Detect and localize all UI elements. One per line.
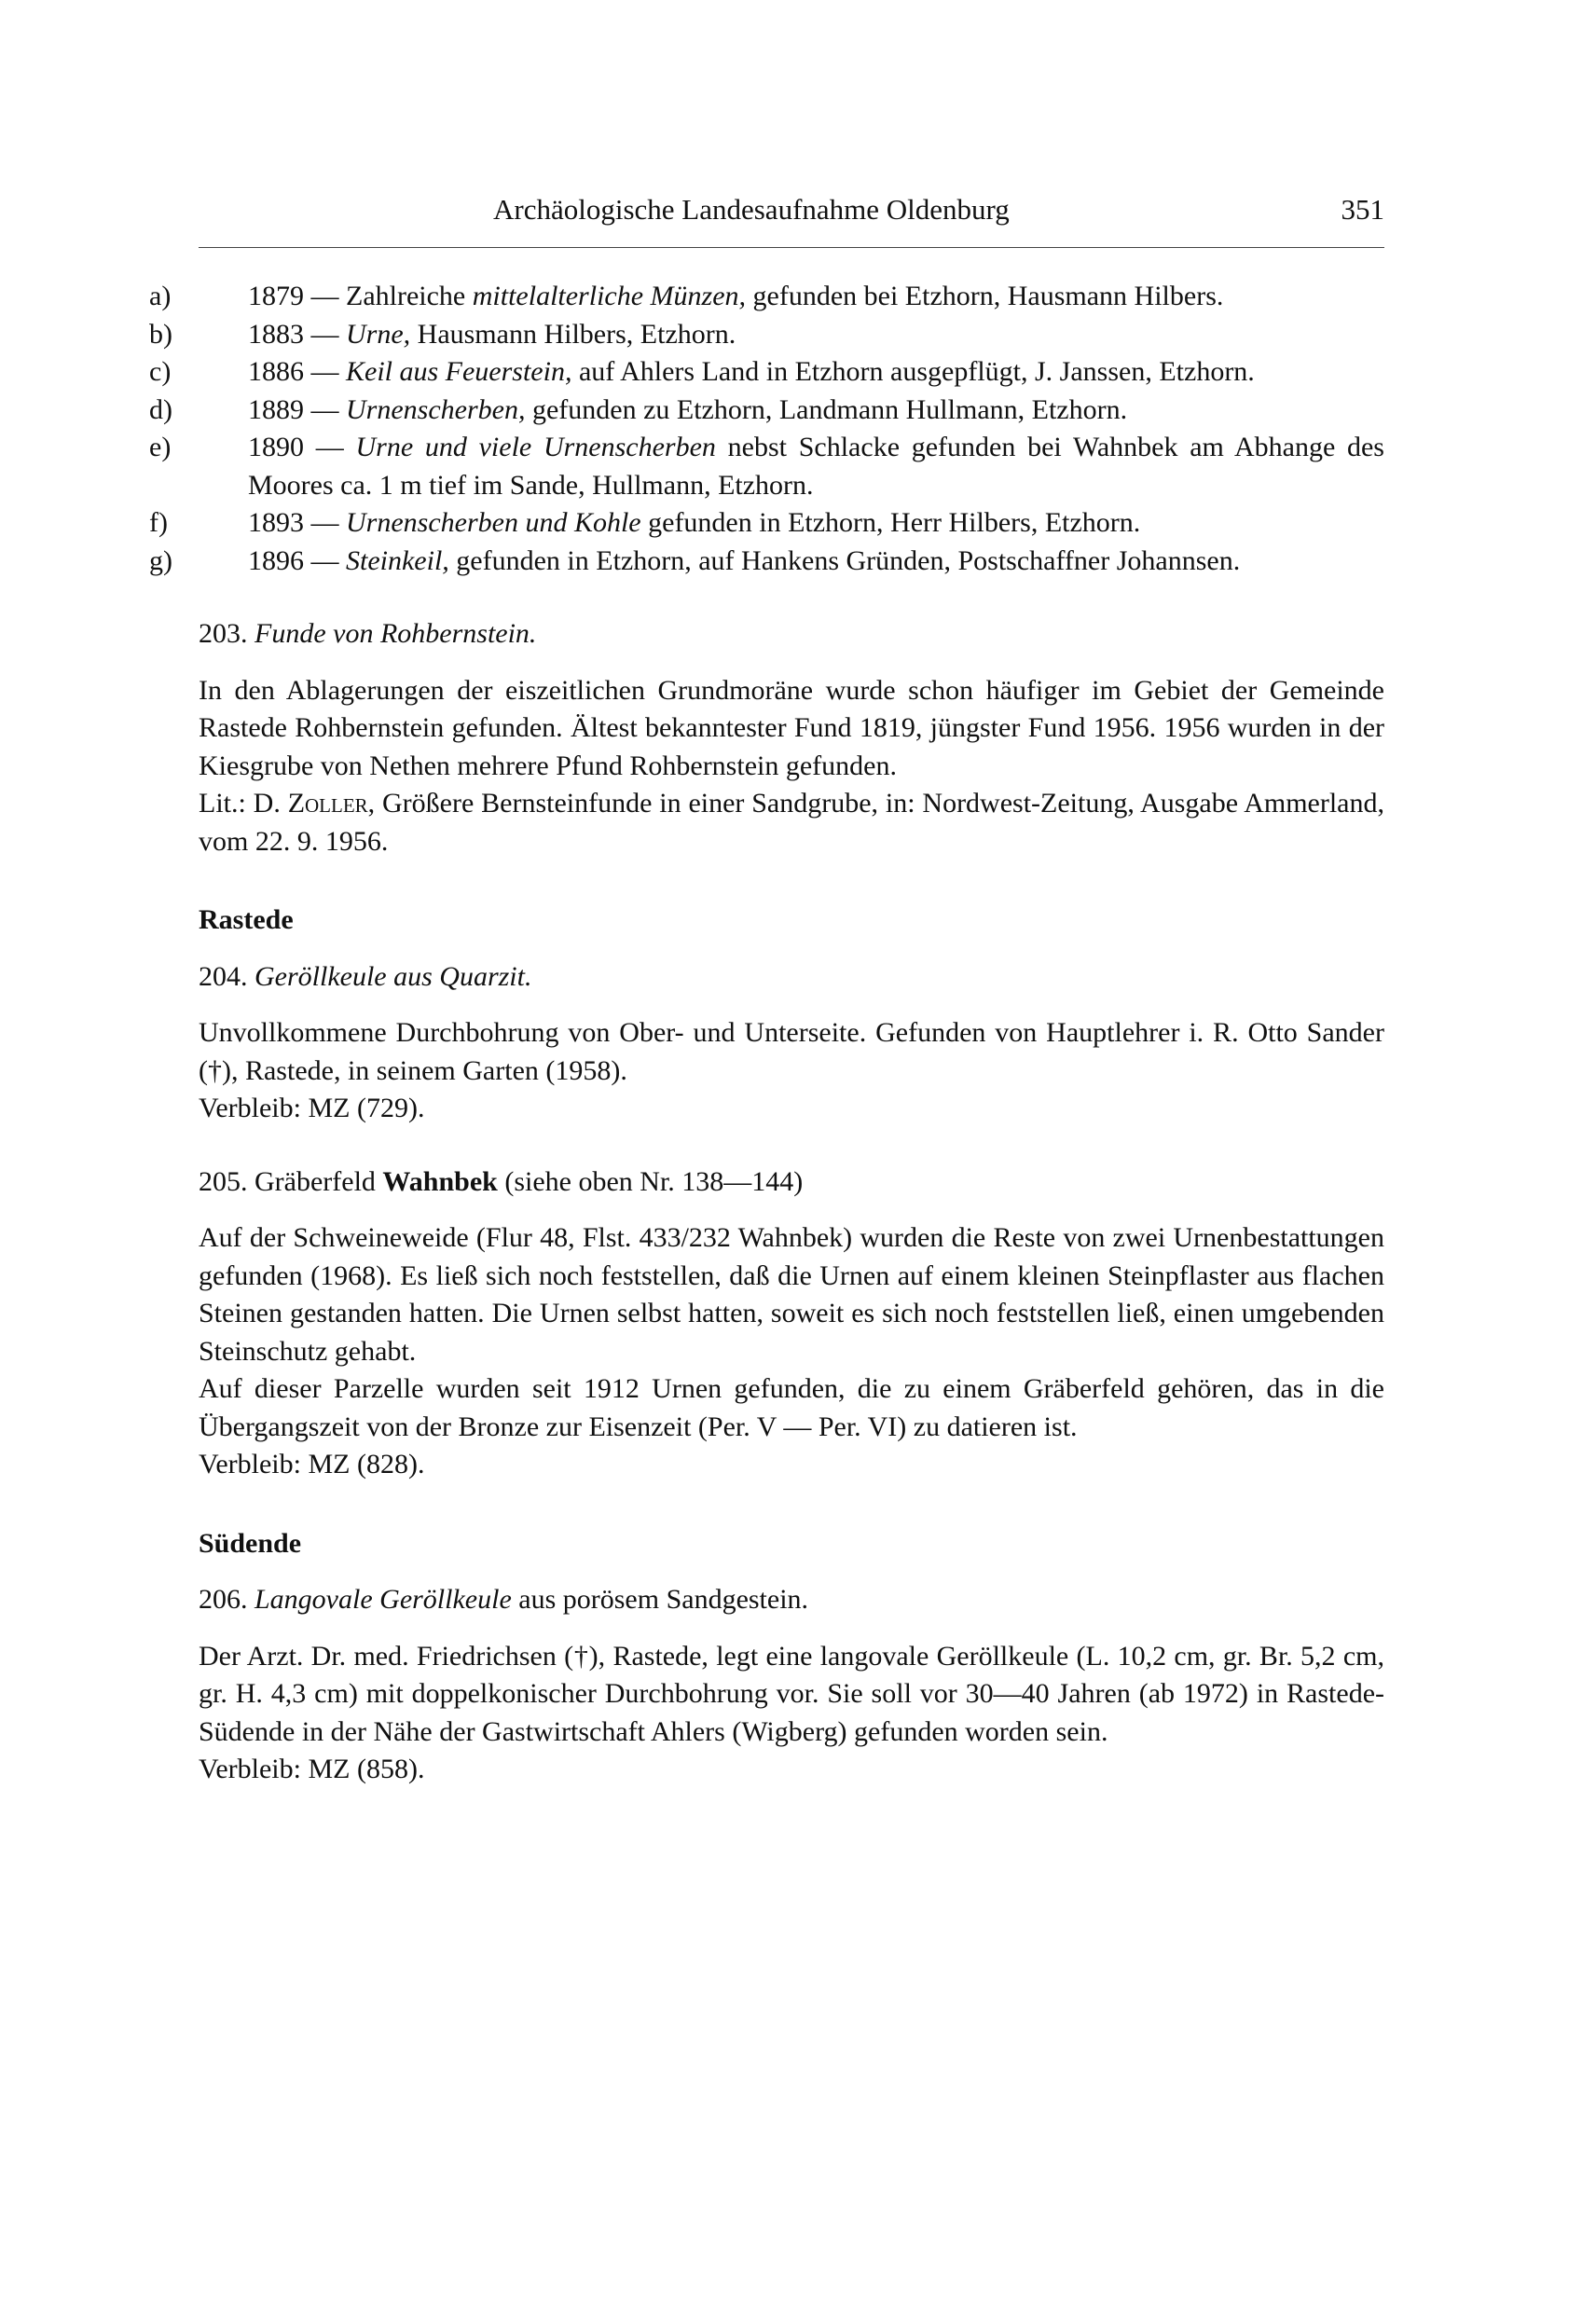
entry-206-heading: 206. Langovale Geröllkeule aus porösem Sandgestein. xyxy=(199,1584,809,1615)
entry-203-heading: 203. Funde von Rohbernstein. xyxy=(199,618,537,649)
list-item: e) 1890 — Urne und viele Urnenscherben nebst Schlacke gefunden bei Wahnbek am Abhange des Moores ca. 1 m tief im Sande, Hullmann, Etzhorn. xyxy=(149,432,1384,501)
entry-204-text: Unvollkommene Durchbohrung von Ober- und Unterseite. Gefunden von Hauptlehrer i. R. Otto Sander (†), Rastede, in seinem Garten (1958). xyxy=(199,1017,1384,1086)
entry-204-verbleib: Verbleib: MZ (729). xyxy=(199,1093,425,1123)
entry-205-heading: 205. Gräberfeld Wahnbek (siehe oben Nr. 138—144) xyxy=(199,1165,804,1197)
list-item: a) 1879 — Zahlreiche mittelalterliche Münzen, gefunden bei Etzhorn, Hausmann Hilbers. xyxy=(149,281,1224,311)
section-heading-rastede: Rastede xyxy=(199,904,294,935)
entry-205-verbleib: Verbleib: MZ (828). xyxy=(199,1449,425,1479)
entry-203-text: In den Ablagerungen der eiszeitlichen Grundmoräne wurde schon häufiger im Gebiet der Gemeinde Rastede Rohbernstein gefunden. Ältest bekanntester Fund 1819, jüngster Fund 1956. 1956 wurden in der Kiesgrube von Nethen mehrere Pfund Rohbernstein gefunden. xyxy=(199,674,1384,781)
section-heading-suedende: Südende xyxy=(199,1527,302,1559)
list-item: g) 1896 — Steinkeil, gefunden in Etzhorn, auf Hankens Gründen, Postschaffner Johannsen. xyxy=(149,544,1241,576)
entry-205-text-2: Auf dieser Parzelle wurden seit 1912 Urnen gefunden, die zu einem Gräberfeld gehören, das in die Übergangszeit von der Bronze zur Eisenzeit (Per. V — Per. VI) zu datieren ist. xyxy=(199,1373,1384,1442)
entry-206-verbleib: Verbleib: MZ (858). xyxy=(199,1754,425,1784)
list-item: d) 1889 — Urnenscherben, gefunden zu Etzhorn, Landmann Hullmann, Etzhorn. xyxy=(149,393,1128,425)
list-item: f) 1893 — Urnenscherben und Kohle gefunden in Etzhorn, Herr Hilbers, Etzhorn. xyxy=(149,507,1141,538)
entry-203-literature: Lit.: D. Zoller, Größere Bernsteinfunde in einer Sandgrube, in: Nordwest-Zeitung, Ausgabe Ammerland, vom 22. 9. 1956. xyxy=(199,788,1384,857)
entry-206-text: Der Arzt. Dr. med. Friedrichsen (†), Rastede, legt eine langovale Geröllkeule (L. 10,2 cm, gr. Br. 5,2 cm, gr. H. 4,3 cm) mit doppelkonischer Durchbohrung vor. Sie soll vor 30—40 Jahren (ab 1972) in Rastede-Südende in der Nähe der Gastwirtschaft Ahlers (Wigberg) gefunden worden sein. xyxy=(199,1640,1384,1747)
list-item: c) 1886 — Keil aus Feuerstein, auf Ahlers Land in Etzhorn ausgepflügt, J. Janssen, Etzhorn. xyxy=(149,356,1255,387)
running-title: Archäologische Landesaufnahme Oldenburg xyxy=(493,193,1010,226)
text-column xyxy=(149,278,1384,1789)
entry-205-text-1: Auf der Schweineweide (Flur 48, Flst. 433/232 Wahnbek) wurden die Reste von zwei Urnenbestattungen gefunden (1968). Es ließ sich noch feststellen, daß die Urnen auf einem kleinen Steinpflaster aus flachen Steinen gestanden hatten. Die Urnen selbst hatten, soweit es sich noch feststellen ließ, einen umgebenden Steinschutz gehabt. xyxy=(199,1222,1384,1367)
find-list xyxy=(149,278,1384,580)
entry-204-heading: 204. Geröllkeule aus Quarzit. xyxy=(199,960,532,992)
header-rule xyxy=(199,247,1384,248)
list-item: b) 1883 — Urne, Hausmann Hilbers, Etzhorn. xyxy=(149,318,736,350)
page-number: 351 xyxy=(1341,193,1384,226)
